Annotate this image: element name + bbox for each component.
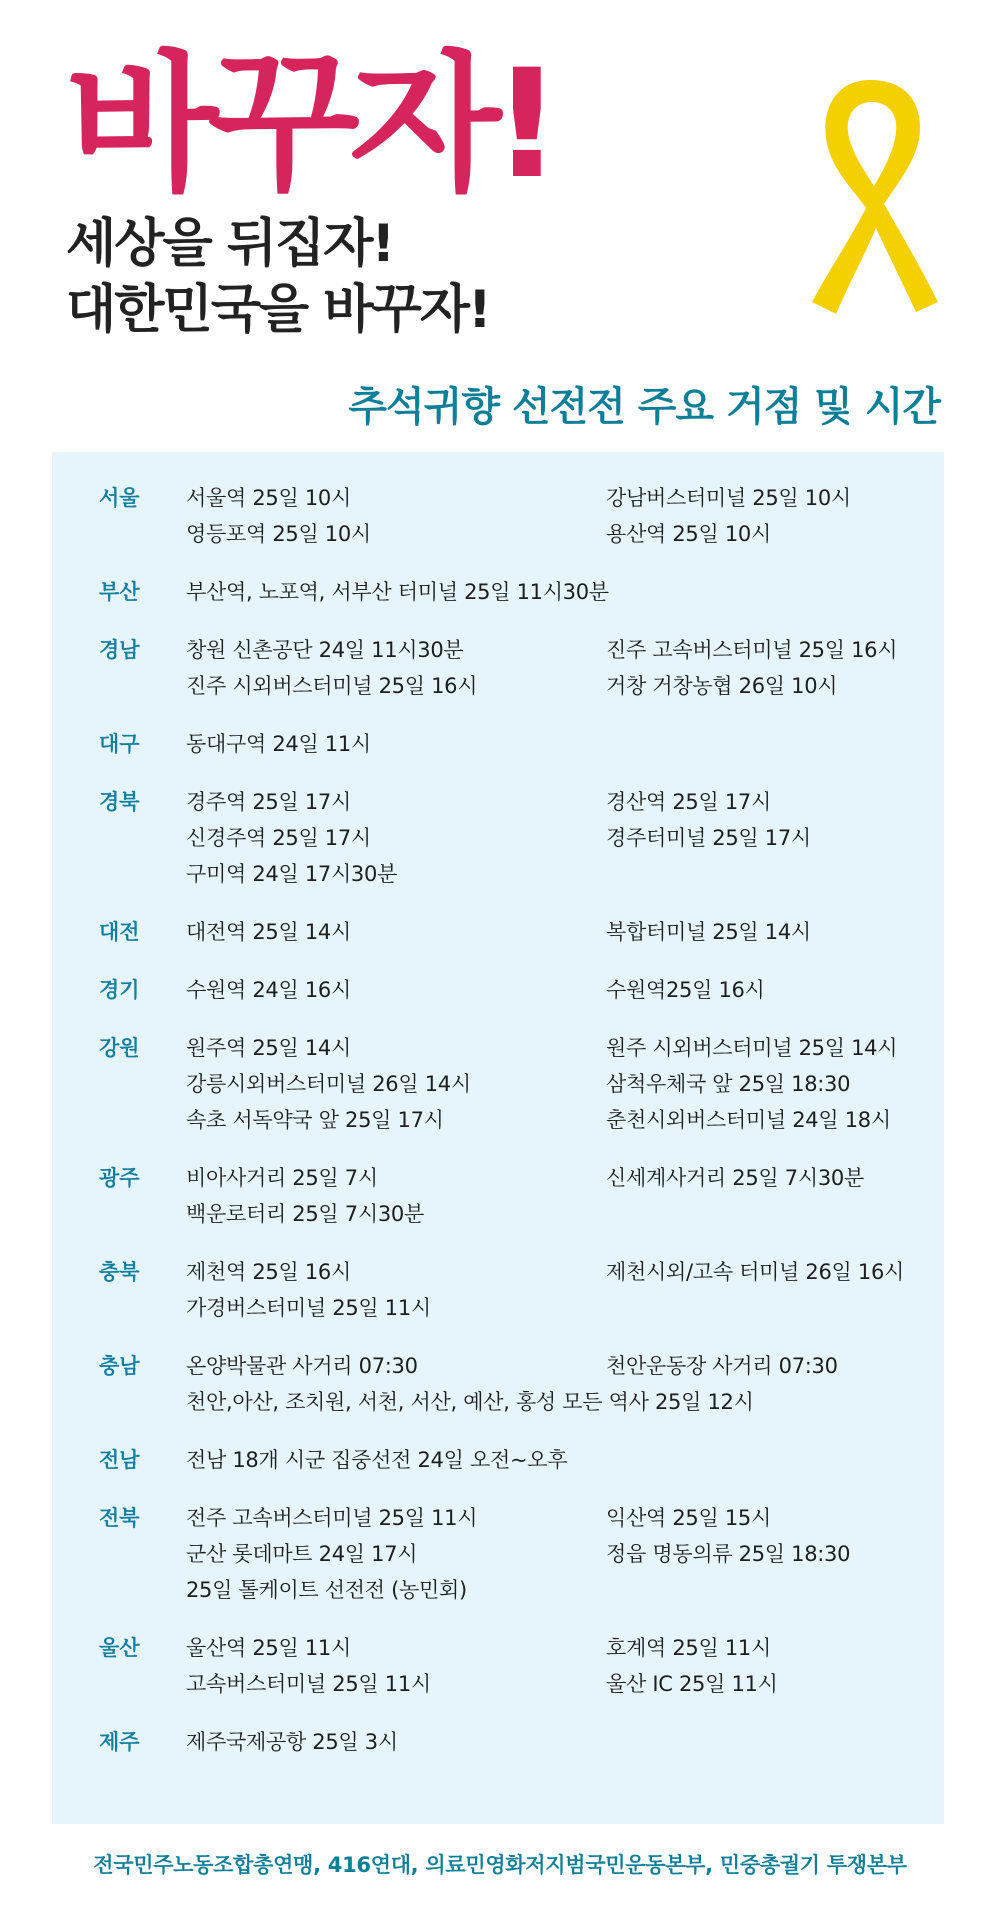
- region-name: 울산: [99, 1636, 140, 1660]
- region-name: 경북: [99, 790, 140, 814]
- location-time: 제천역 25일 16시: [186, 1260, 351, 1284]
- location-time: 호계역 25일 11시: [606, 1636, 771, 1660]
- location-time: 복합터미널 25일 14시: [606, 920, 811, 944]
- location-time: 신세계사거리 25일 7시30분: [606, 1166, 864, 1190]
- schedule-list: [52, 480, 944, 1782]
- region-row: [52, 1160, 944, 1232]
- right-locations: [606, 574, 936, 610]
- right-locations: [606, 1724, 936, 1760]
- left-locations: [186, 632, 606, 704]
- location-time: 25일 톨케이트 선전전 (농민회): [186, 1578, 467, 1602]
- location-time: 고속버스터미널 25일 11시: [186, 1672, 431, 1696]
- main-title: 바꾸자!: [66, 38, 553, 212]
- region-row: [52, 972, 944, 1008]
- region-name: 전북: [99, 1506, 140, 1530]
- slogan-line-1: 세상을 뒤집자!: [66, 214, 394, 274]
- location-time: 영등포역 25일 10시: [186, 522, 371, 546]
- left-locations: [186, 1630, 606, 1702]
- location-time: 동대구역 24일 11시: [186, 732, 371, 756]
- location-time: 원주 시외버스터미널 25일 14시: [606, 1036, 898, 1060]
- right-locations: [606, 632, 936, 704]
- location-time: 삼척우체국 앞 25일 18:30: [606, 1072, 851, 1096]
- region-row: [52, 726, 944, 762]
- location-time: 제천시외/고속 터미널 26일 16시: [606, 1260, 904, 1284]
- region-row: [52, 1254, 944, 1326]
- location-time: 수원역25일 16시: [606, 978, 765, 1002]
- region-name: 경기: [99, 978, 140, 1002]
- region-row: [52, 784, 944, 892]
- region-name: 제주: [99, 1730, 140, 1754]
- location-time: 천안,아산, 조치원, 서천, 서산, 예산, 홍성 모든 역사 25일 12시: [186, 1390, 754, 1414]
- schedule-panel: [52, 452, 944, 1824]
- right-locations: [606, 1442, 936, 1478]
- location-time: 강릉시외버스터미널 26일 14시: [186, 1072, 471, 1096]
- left-locations: [186, 972, 606, 1008]
- location-time: 비아사거리 25일 7시: [186, 1166, 378, 1190]
- location-time: 서울역 25일 10시: [186, 486, 351, 510]
- region-name: 광주: [99, 1166, 140, 1190]
- poster-header: [0, 0, 1000, 430]
- location-time: 대전역 25일 14시: [186, 920, 351, 944]
- location-time: 진주 고속버스터미널 25일 16시: [606, 638, 898, 662]
- region-row: [52, 1348, 944, 1420]
- yellow-ribbon-icon: [808, 76, 938, 316]
- location-time: 거창 거창농협 26일 10시: [606, 674, 838, 698]
- right-locations: [606, 1254, 936, 1326]
- left-locations: [186, 784, 606, 892]
- left-locations: [186, 1500, 606, 1608]
- location-time: 정읍 명동의류 25일 18:30: [606, 1542, 851, 1566]
- location-time: 천안운동장 사거리 07:30: [606, 1354, 838, 1378]
- location-time: 경산역 25일 17시: [606, 790, 771, 814]
- location-time: 가경버스터미널 25일 11시: [186, 1296, 431, 1320]
- region-name: 충남: [99, 1354, 140, 1378]
- region-name: 부산: [99, 580, 140, 604]
- location-time: 원주역 25일 14시: [186, 1036, 351, 1060]
- right-locations: [606, 480, 936, 552]
- location-time: 속초 서독약국 앞 25일 17시: [186, 1108, 444, 1132]
- location-time: 수원역 24일 16시: [186, 978, 351, 1002]
- location-time: 온양박물관 사거리 07:30: [186, 1354, 418, 1378]
- location-time: 춘천시외버스터미널 24일 18시: [606, 1108, 891, 1132]
- region-row: [52, 1442, 944, 1478]
- organizers-footer: 전국민주노동조합총연맹, 416연대, 의료민영화저지범국민운동본부, 민중총궐기 투쟁본부: [93, 1853, 907, 1877]
- region-row: [52, 480, 944, 552]
- location-time: 신경주역 25일 17시: [186, 826, 371, 850]
- region-row: [52, 632, 944, 704]
- location-time: 용산역 25일 10시: [606, 522, 771, 546]
- region-row: [52, 1724, 944, 1760]
- region-name: 충북: [99, 1260, 140, 1284]
- location-time: 경주터미널 25일 17시: [606, 826, 811, 850]
- region-row: [52, 1030, 944, 1138]
- region-row: [52, 1630, 944, 1702]
- right-locations: [606, 726, 936, 762]
- region-name: 경남: [99, 638, 140, 662]
- left-locations: [186, 480, 606, 552]
- right-locations: [606, 914, 936, 950]
- right-locations: [606, 1630, 936, 1702]
- right-locations: [606, 1030, 936, 1138]
- left-locations: [186, 914, 606, 950]
- right-locations: [606, 1500, 936, 1608]
- region-name: 대전: [99, 920, 140, 944]
- location-time: 부산역, 노포역, 서부산 터미널 25일 11시30분: [186, 580, 609, 604]
- left-locations: [186, 1724, 606, 1760]
- region-name: 서울: [99, 486, 140, 510]
- slogan-line-2: 대한민국을 바꾸자!: [66, 280, 490, 340]
- location-time: 진주 시외버스터미널 25일 16시: [186, 674, 478, 698]
- left-locations: [186, 726, 606, 762]
- region-row: [52, 914, 944, 950]
- region-name: 대구: [99, 732, 140, 756]
- location-time: 울산역 25일 11시: [186, 1636, 351, 1660]
- region-name: 강원: [99, 1036, 140, 1060]
- left-locations: [186, 1254, 606, 1326]
- region-row: [52, 1500, 944, 1608]
- left-locations: [186, 1442, 606, 1478]
- location-time: 백운로터리 25일 7시30분: [186, 1202, 424, 1226]
- region-name: 전남: [99, 1448, 140, 1472]
- left-locations: [186, 574, 609, 610]
- left-locations: [186, 1160, 606, 1232]
- left-locations: [186, 1030, 606, 1138]
- location-time: 울산 IC 25일 11시: [606, 1672, 778, 1696]
- right-locations: [606, 1348, 936, 1420]
- location-time: 익산역 25일 15시: [606, 1506, 771, 1530]
- location-time: 구미역 24일 17시30분: [186, 862, 398, 886]
- right-locations: [606, 784, 936, 892]
- section-title: 추석귀향 선전전 주요 거점 및 시간: [348, 384, 940, 430]
- location-time: 전주 고속버스터미널 25일 11시: [186, 1506, 478, 1530]
- location-time: 경주역 25일 17시: [186, 790, 351, 814]
- right-locations: [606, 972, 936, 1008]
- location-time: 강남버스터미널 25일 10시: [606, 486, 851, 510]
- location-time: 제주국제공항 25일 3시: [186, 1730, 398, 1754]
- location-time: 군산 롯데마트 24일 17시: [186, 1542, 418, 1566]
- location-time: 전남 18개 시군 집중선전 24일 오전~오후: [186, 1448, 568, 1472]
- right-locations: [606, 1160, 936, 1232]
- location-time: 창원 신촌공단 24일 11시30분: [186, 638, 464, 662]
- region-row: [52, 574, 944, 610]
